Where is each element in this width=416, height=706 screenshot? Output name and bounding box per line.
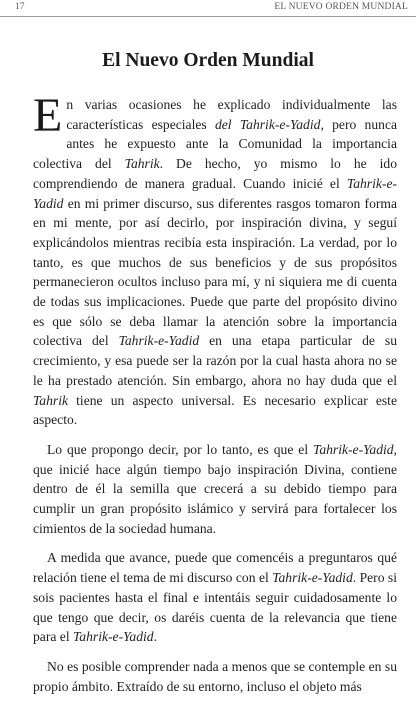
- body-text: [33, 89, 398, 706]
- italic-term: Tahrik-e-Yadid: [313, 441, 394, 457]
- running-header: [0, 0, 416, 17]
- text-run: A medida que avance, puede que comencéis a preguntaros qué relación tiene el tema de mi discurso con el: [33, 550, 397, 586]
- text-run: n varias ocasiones he explicado individualmente las características especiales: [66, 97, 397, 132]
- running-title: EL NUEVO ORDEN MUNDIAL: [274, 2, 408, 12]
- text-run: . De hecho, yo mismo lo he ido comprendiendo de manera gradual. Cuando inicié el: [33, 156, 398, 191]
- paragraph: [33, 548, 397, 647]
- italic-term: Tahrik-e-Yadid: [272, 570, 353, 586]
- italic-term: Tahrik-e-Yadid: [73, 629, 154, 645]
- italic-term: Tahrik-e-Yadid: [118, 333, 200, 349]
- drop-cap: E: [33, 89, 63, 142]
- italic-term: Tahrik: [33, 392, 69, 408]
- text-run: , pero nunca antes he expuesto ante la Comunidad la importancia colectiva del: [33, 116, 398, 172]
- text-run: Lo que propongo decir, por lo tanto, es que el: [47, 441, 314, 457]
- paragraph: [33, 440, 397, 539]
- italic-term: del Tahrik-e-Yadid: [214, 116, 321, 132]
- text-run: en una etapa particular de su crecimiento, y esa puede ser la razón por la cual hasta ahora no se le ha prestado atención. Sin embargo, ahora no hay duda que el: [33, 333, 397, 388]
- italic-term: Tahrik-e-Yadid: [33, 175, 397, 211]
- italic-term: Tahrik: [124, 156, 160, 172]
- text-run: en mi primer discurso, sus diferentes rasgos tomaron forma en mi mente, por así decirlo, por inspiración divina, y seguí explicándolos mientras recibía esta inspiración. La verdad, por lo tanto, es que muchos de sus beneficios y de sus propósitos permanecieron ocultos incluso para mí, y ni siquiera me di cuenta de todas sus implicaciones. Puede que parte del propósito divino es que sólo se deba llamar la atención sobre la importancia colectiva del: [33, 195, 397, 349]
- text-run: No es posible comprender nada a menos que se contemple en su propio ámbito. Extraído de su entorno, incluso el objeto más: [33, 658, 397, 694]
- paragraph: [33, 657, 397, 696]
- text-run: .: [153, 629, 157, 645]
- chapter-title: El Nuevo Orden Mundial: [102, 50, 314, 71]
- paragraph: [33, 89, 398, 430]
- page-number: 17: [15, 2, 25, 12]
- text-run: . Pero si sois pacientes hasta el final e intentáis seguir cuidadosamente lo que tengo que decir, os daréis cuenta de la relevancia que tiene para el: [33, 570, 397, 645]
- text-run: tiene un aspecto universal. Es necesario explicar este aspecto.: [33, 392, 397, 428]
- text-run: , que inicié hace algún tiempo bajo inspiración Divina, contiene dentro de él la semilla que crecerá a su debido tiempo para cumplir un gran propósito islámico y servirá para fortalecer los cimientos de la sociedad humana.: [33, 441, 397, 536]
